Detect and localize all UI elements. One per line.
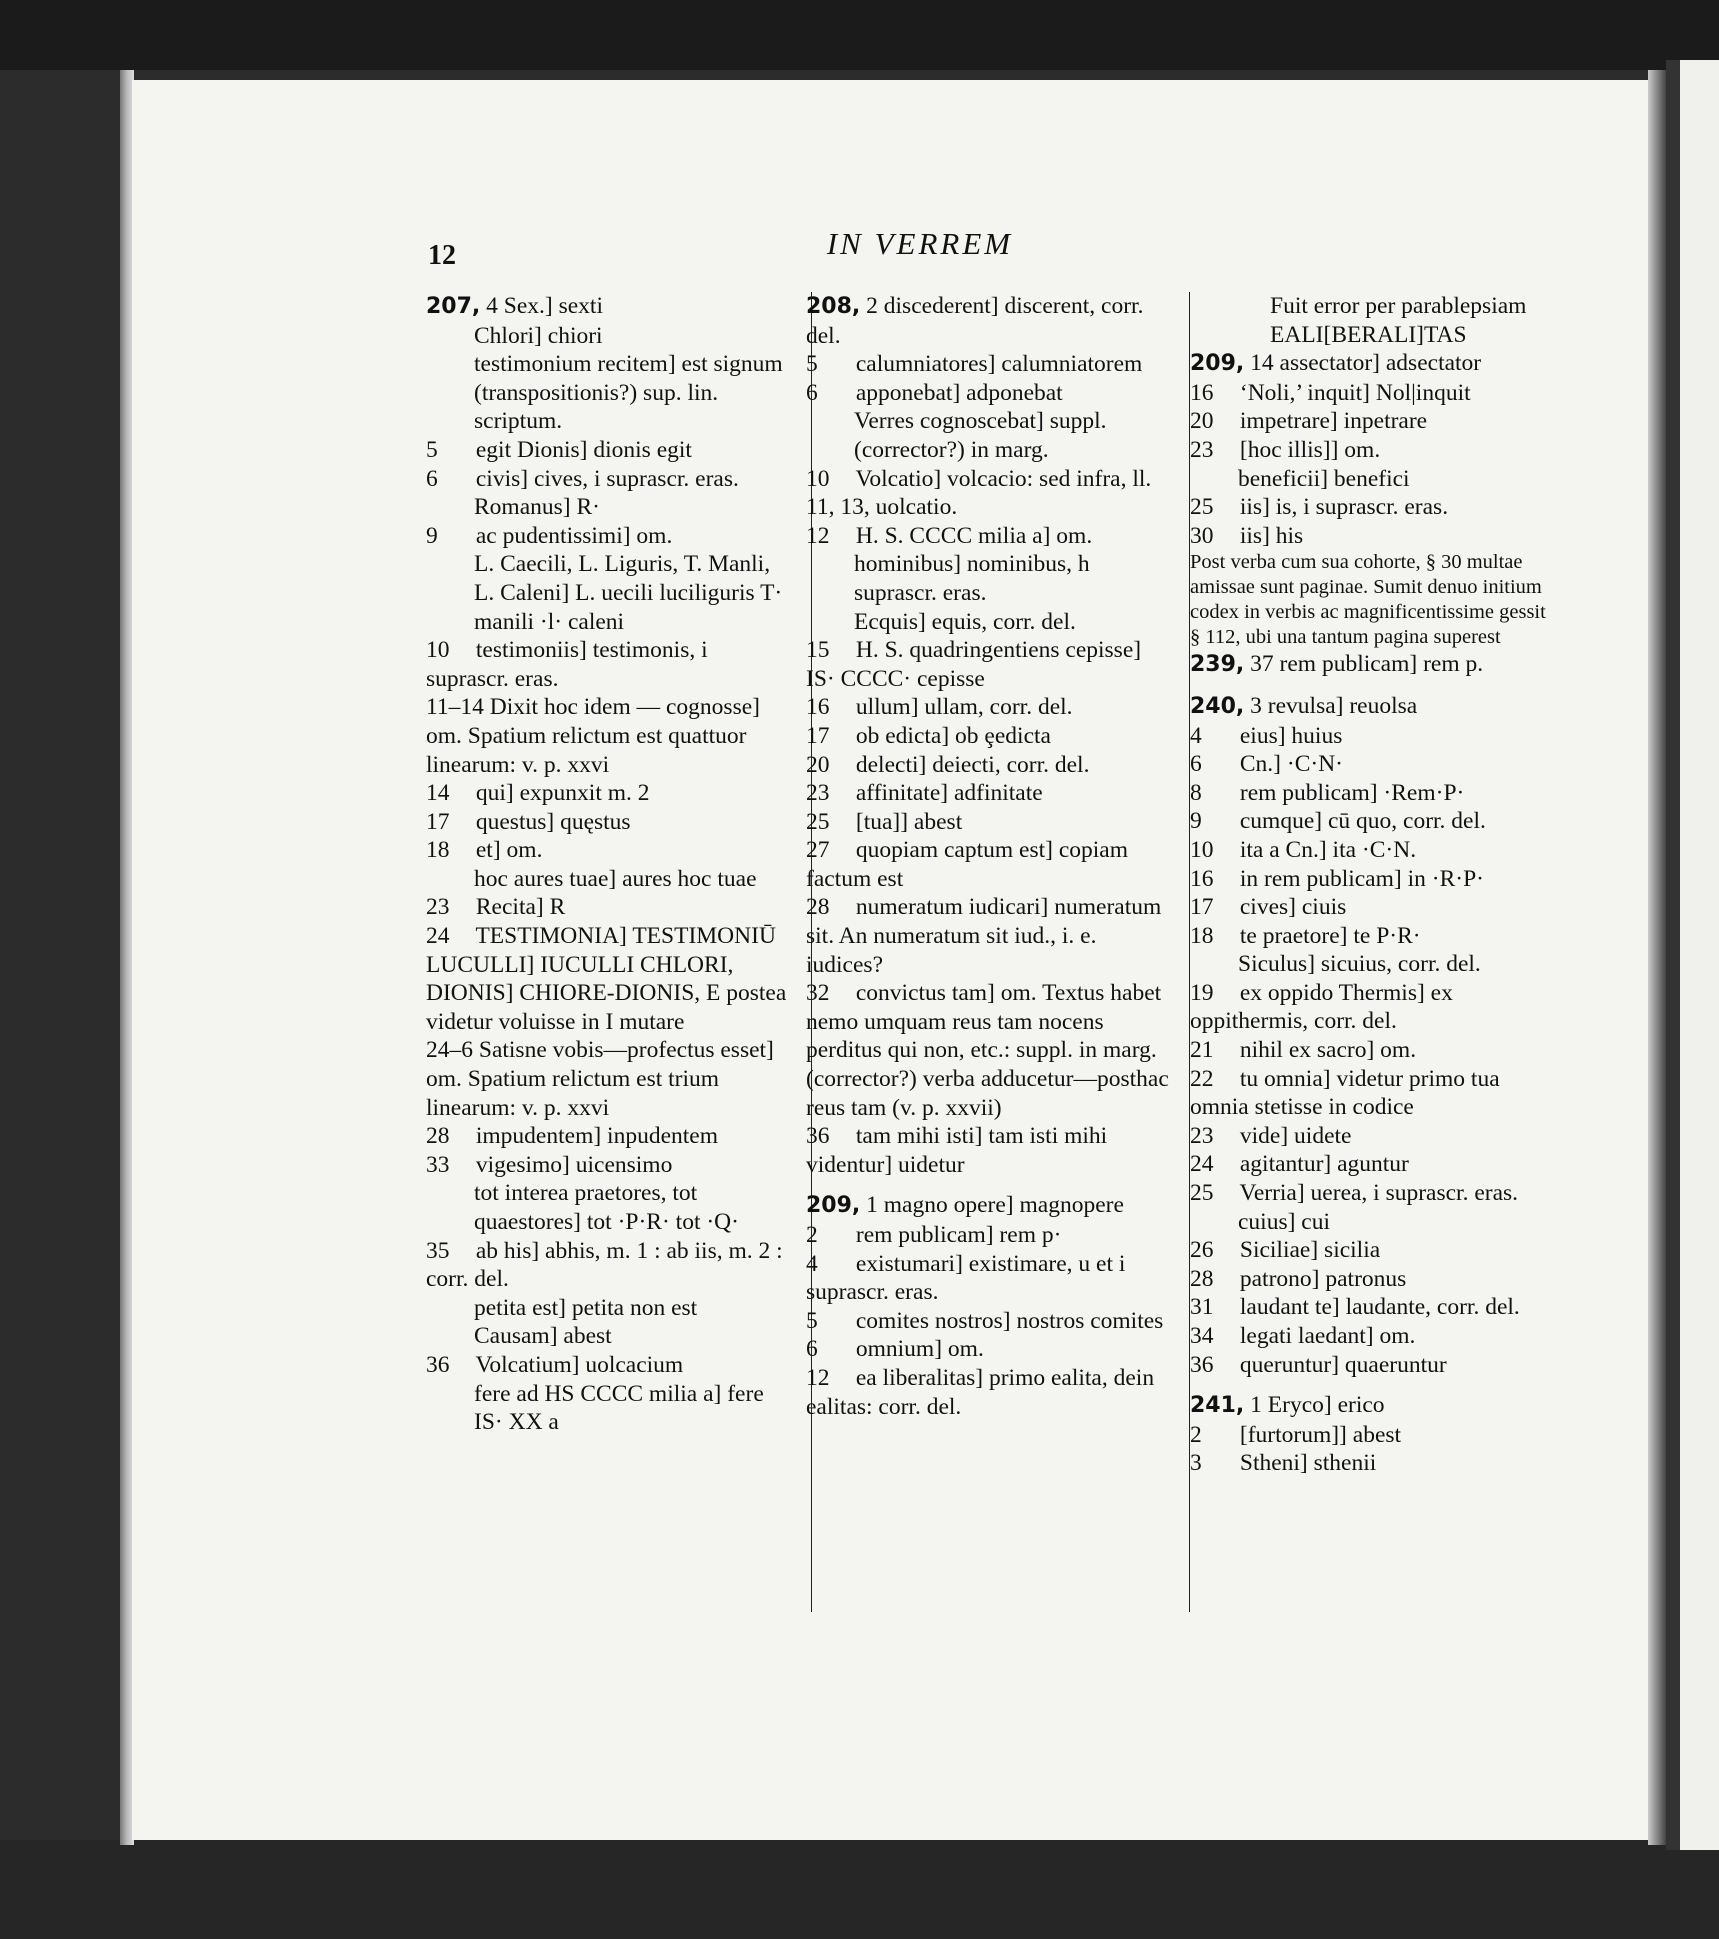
apparatus-note: vigesimo] uicensimo: [475, 1151, 673, 1178]
apparatus-note: Cn.] ·C·N·: [1239, 751, 1343, 778]
apparatus-note: nihil ex sacro] om.: [1239, 1037, 1417, 1064]
apparatus-entry: [806, 1250, 1170, 1307]
apparatus-note: cuius] cui: [1238, 1208, 1331, 1235]
line-number: 6: [1190, 751, 1202, 778]
line-number: 5: [806, 351, 818, 378]
line-number: 22: [1190, 1065, 1214, 1092]
apparatus-entry: [426, 350, 796, 436]
line-number: 17: [1190, 894, 1214, 921]
line-number: 26: [1190, 1237, 1214, 1264]
scan-border-bottom: [0, 1840, 1719, 1939]
line-number: 19: [1190, 979, 1214, 1006]
apparatus-note: legati laedant] om.: [1239, 1323, 1416, 1349]
apparatus-note: [hoc illis]] om.: [1239, 436, 1381, 463]
apparatus-entry: [426, 436, 796, 465]
apparatus-entry: [1190, 407, 1556, 436]
apparatus-entry: [426, 1036, 796, 1122]
line-number: 23: [426, 894, 450, 921]
apparatus-note: discederent] discerent, corr. del.: [806, 293, 1144, 349]
line-number: 5: [806, 1307, 818, 1334]
apparatus-note: [tua]] abest: [855, 808, 963, 835]
section-number: 208,: [806, 294, 861, 319]
line-number: 21: [1190, 1037, 1214, 1064]
line-number: 33: [426, 1151, 450, 1178]
line-number: 24: [1190, 1151, 1214, 1178]
apparatus-entry: [1190, 522, 1556, 551]
apparatus-note: Stheni] sthenii: [1239, 1450, 1377, 1477]
apparatus-entry: [1190, 1391, 1556, 1421]
apparatus-note: iis] his: [1239, 522, 1304, 549]
line-number: 23: [1190, 1122, 1214, 1149]
apparatus-note: ob edicta] ob ȩedicta: [855, 722, 1051, 749]
line-number: 11–14: [426, 694, 484, 721]
apparatus-note: in rem publicam] in ·R·P·: [1239, 865, 1484, 892]
line-number: 10: [426, 637, 450, 664]
line-number: 28: [806, 894, 830, 921]
apparatus-entry: [1190, 1236, 1556, 1265]
apparatus-entry: [1190, 950, 1556, 979]
apparatus-note: Chlori] chiori: [474, 322, 603, 349]
apparatus-note: Satisne vobis—profectus esset] om. Spatium relictum est trium linearum: v. p. xxvi: [426, 1037, 774, 1121]
apparatus-note: Verria] uerea, i suprascr. eras.: [1239, 1180, 1519, 1207]
apparatus-entry: [1190, 1065, 1556, 1122]
apparatus-note: rem publicam] rem p.: [1279, 651, 1484, 678]
apparatus-note: affinitate] adfinitate: [855, 780, 1043, 807]
apparatus-entry: [1190, 779, 1556, 808]
line-number: 36: [1190, 1351, 1214, 1378]
apparatus-entry: [426, 1237, 796, 1294]
apparatus-note: ex oppido Thermis] ex oppithermis, corr. del.: [1190, 979, 1453, 1035]
apparatus-entry: [426, 693, 796, 779]
line-number: 10: [1190, 836, 1214, 863]
line-number: 14: [426, 780, 450, 807]
apparatus-note: hominibus] nominibus, h suprascr. eras.: [854, 551, 1090, 606]
scan-border-top: [0, 0, 1719, 70]
line-number: 23: [806, 780, 830, 807]
apparatus-entry: [426, 922, 796, 1036]
apparatus-entry: [426, 522, 796, 551]
apparatus-note: queruntur] quaeruntur: [1239, 1351, 1447, 1378]
apparatus-entry: [1190, 836, 1556, 865]
apparatus-entry: [426, 893, 796, 922]
apparatus-note: comites nostros] nostros comites: [855, 1307, 1164, 1334]
line-number: 36: [806, 1123, 830, 1150]
section-number: 241,: [1190, 1393, 1245, 1419]
apparatus-entry: [806, 350, 1170, 379]
line-number: 6: [806, 1336, 818, 1363]
apparatus-note: ab his] abhis, m. 1 : ab iis, m. 2 : corr. del.: [426, 1237, 783, 1293]
section-number: 209,: [806, 1193, 861, 1219]
apparatus-note: delecti] deiecti, corr. del.: [855, 751, 1090, 778]
apparatus-note: omnium] om.: [855, 1336, 984, 1363]
line-number: 31: [1190, 1294, 1214, 1321]
line-number: 9: [426, 522, 438, 549]
line-number: 8: [1190, 779, 1202, 806]
apparatus-entry: [1190, 550, 1556, 650]
apparatus-column-1: [426, 292, 796, 1437]
apparatus-note: Post verba cum sua cohorte, § 30 multae amissae sunt paginae. Sumit denuo initium codex in verbis ac magnificentissime gessit § 112, ubi una tantum pagina superest: [1190, 551, 1546, 649]
apparatus-note: laudant te] laudante, corr. del.: [1239, 1294, 1520, 1321]
apparatus-entry: [1190, 1208, 1556, 1237]
apparatus-note: ac pudentissimi] om.: [475, 522, 673, 549]
apparatus-note: rem publicam] ·Rem·P·: [1239, 779, 1465, 806]
apparatus-note: fere ad HS CCCC milia a] fere IS· XX a: [474, 1380, 764, 1436]
apparatus-entry: [426, 865, 796, 894]
apparatus-entry: [1190, 722, 1556, 751]
line-number: 23: [1190, 436, 1214, 463]
apparatus-entry: [1190, 807, 1556, 836]
apparatus-entry: [806, 379, 1170, 408]
apparatus-entry: [426, 1322, 796, 1351]
apparatus-note: ullum] ullam, corr. del.: [855, 694, 1073, 721]
line-number: 24–6: [426, 1037, 473, 1064]
line-number: 25: [806, 808, 830, 835]
apparatus-note: Siciliae] sicilia: [1239, 1237, 1381, 1264]
apparatus-entry: [426, 808, 796, 837]
apparatus-note: Dixit hoc idem — cognosse] om. Spatium relictum est quattuor linearum: v. p. xxvi: [426, 694, 760, 778]
apparatus-entry: [806, 1364, 1170, 1421]
line-number: 25: [1190, 1180, 1214, 1207]
apparatus-note: TESTIMONIA] TESTIMONIŪ LUCULLI] IUCULLI CHLORI, DIONIS] CHIORE-DIONIS, E postea videtur voluisse in I mutare: [426, 923, 787, 1035]
apparatus-entry: [806, 893, 1170, 979]
apparatus-entry: [1190, 865, 1556, 894]
apparatus-entry: [1190, 692, 1556, 722]
apparatus-note: Recita] R: [475, 894, 566, 921]
apparatus-entry: [806, 836, 1170, 893]
apparatus-entry: [1190, 349, 1556, 379]
apparatus-note: L. Caecili, L. Liguris, T. Manli, L. Caleni] L. uecili luciliguris T· manili ·l· caleni: [474, 551, 783, 635]
apparatus-note: Siculus] sicuius, corr. del.: [1238, 951, 1481, 978]
line-number: 37: [1250, 651, 1274, 678]
apparatus-entry: [1190, 1150, 1556, 1179]
line-number: 4: [1190, 722, 1202, 749]
line-number: 16: [806, 694, 830, 721]
apparatus-note: H. S. CCCC milia a] om.: [855, 522, 1093, 549]
apparatus-entry: [426, 779, 796, 808]
apparatus-note: testimonium recitem] est signum (transpositionis?) sup. lin. scriptum.: [474, 351, 783, 435]
apparatus-entry: [426, 1151, 796, 1180]
apparatus-entry: [1190, 292, 1556, 349]
line-number: 4: [486, 293, 498, 319]
line-number: 28: [1190, 1265, 1214, 1292]
apparatus-entry: [806, 292, 1170, 350]
apparatus-entry: [1190, 1421, 1556, 1450]
running-head: IN VERREM: [826, 226, 1014, 261]
apparatus-entry: [426, 322, 796, 351]
line-number: 34: [1190, 1323, 1214, 1349]
apparatus-note: vide] uidete: [1239, 1122, 1352, 1149]
apparatus-entry: [806, 636, 1170, 693]
apparatus-entry: [806, 693, 1170, 722]
apparatus-note: civis] cives, i suprascr. eras.: [475, 465, 739, 492]
apparatus-note: Romanus] R·: [474, 494, 600, 521]
apparatus-note: magno opere] magnopere: [883, 1192, 1124, 1219]
line-number: 2: [1190, 1421, 1202, 1448]
apparatus-entry: [806, 1221, 1170, 1250]
apparatus-entry: [806, 550, 1170, 607]
line-number: 32: [806, 980, 830, 1007]
line-number: 25: [1190, 494, 1214, 521]
apparatus-entry: [426, 493, 796, 522]
apparatus-note: et] om.: [475, 837, 543, 864]
apparatus-note: hoc aures tuae] aures hoc tuae: [474, 865, 757, 892]
line-number: 35: [426, 1237, 450, 1264]
apparatus-entry: [1190, 893, 1556, 922]
apparatus-note: Verres cognoscebat] suppl. (corrector?) in marg.: [854, 408, 1107, 463]
line-number: 6: [426, 465, 438, 492]
apparatus-entry: [806, 751, 1170, 780]
line-number: 6: [806, 379, 818, 406]
apparatus-column-3: [1190, 292, 1556, 1478]
apparatus-note: numeratum iudicari] numeratum sit. An numeratum sit iud., i. e. iudices?: [806, 894, 1162, 978]
line-number: 3: [1250, 692, 1262, 719]
apparatus-column-2: [806, 292, 1170, 1421]
apparatus-entry: [1190, 1265, 1556, 1294]
line-number: 14: [1250, 350, 1274, 377]
apparatus-note: Volcatio] volcacio: sed infra, ll. 11, 13, uolcatio.: [806, 465, 1152, 521]
apparatus-entry: [806, 1307, 1170, 1336]
section-number: 209,: [1190, 351, 1245, 377]
apparatus-entry: [1190, 650, 1556, 680]
line-number: 1: [1250, 1392, 1262, 1419]
apparatus-entry: [1190, 493, 1556, 522]
section-number: 239,: [1190, 652, 1245, 678]
apparatus-entry: [426, 1122, 796, 1151]
apparatus-note: Eryco] erico: [1267, 1392, 1385, 1419]
apparatus-note: Causam] abest: [474, 1323, 612, 1350]
apparatus-note: apponebat] adponebat: [855, 379, 1063, 406]
apparatus-note: cives] ciuis: [1239, 894, 1347, 921]
apparatus-entry: [426, 550, 796, 636]
apparatus-entry: [1190, 750, 1556, 779]
apparatus-note: eius] huius: [1239, 722, 1343, 749]
apparatus-note: agitantur] aguntur: [1239, 1151, 1409, 1178]
apparatus-note: tu omnia] videtur primo tua omnia stetisse in codice: [1190, 1065, 1500, 1121]
apparatus-entry: [1190, 979, 1556, 1036]
line-number: 18: [1190, 922, 1214, 949]
line-number: 3: [1190, 1450, 1202, 1477]
apparatus-entry: [806, 1122, 1170, 1179]
apparatus-note: quopiam captum est] copiam factum est: [806, 837, 1129, 892]
line-number: 20: [1190, 408, 1214, 435]
line-number: 10: [806, 465, 830, 492]
apparatus-note: impetrare] inpetrare: [1239, 408, 1428, 435]
apparatus-note: iis] is, i suprascr. eras.: [1239, 494, 1449, 521]
apparatus-entry: [1190, 1351, 1556, 1380]
apparatus-note: questus] quęstus: [475, 808, 631, 835]
apparatus-entry: [426, 836, 796, 865]
apparatus-entry: [426, 465, 796, 494]
apparatus-note: calumniatores] calumniatorem: [855, 351, 1143, 378]
apparatus-entry: [806, 808, 1170, 837]
line-number: 20: [806, 751, 830, 778]
apparatus-entry: [806, 407, 1170, 464]
line-number: 30: [1190, 522, 1214, 549]
line-number: 2: [866, 293, 878, 319]
line-number: 1: [866, 1192, 878, 1219]
apparatus-note: impudentem] inpudentem: [475, 1123, 719, 1150]
apparatus-entry: [1190, 379, 1556, 408]
apparatus-note: petita est] petita non est: [474, 1294, 698, 1321]
apparatus-entry: [1190, 1449, 1556, 1478]
line-number: 36: [426, 1351, 450, 1378]
apparatus-note: revulsa] reuolsa: [1267, 692, 1418, 719]
apparatus-entry: [806, 722, 1170, 751]
line-number: 2: [806, 1222, 818, 1248]
apparatus-note: tot interea praetores, tot quaestores] tot ·P·R· tot ·Q·: [474, 1180, 739, 1235]
apparatus-entry: [1190, 1293, 1556, 1322]
page-number: 12: [428, 240, 456, 271]
apparatus-entry: [806, 608, 1170, 637]
apparatus-entry: [1190, 922, 1556, 951]
gutter-shadow: [1666, 60, 1680, 1850]
apparatus-note: ea liberalitas] primo ealita, dein ealitas: corr. del.: [806, 1364, 1155, 1420]
apparatus-entry: [426, 1294, 796, 1323]
line-number: 9: [1190, 808, 1202, 835]
apparatus-entry: [426, 1351, 796, 1380]
apparatus-note: cumque] cū quo, corr. del.: [1239, 808, 1486, 835]
apparatus-note: H. S. quadringentiens cepisse] IS· CCCC· cepisse: [806, 637, 1142, 692]
apparatus-note: ita a Cn.] ita ·C·N.: [1239, 836, 1417, 863]
apparatus-entry: [806, 522, 1170, 551]
section-number: 240,: [1190, 693, 1245, 719]
line-number: 16: [1190, 865, 1214, 892]
apparatus-entry: [426, 636, 796, 693]
apparatus-entry: [1190, 1122, 1556, 1151]
page-edge-right: [1648, 70, 1666, 1845]
apparatus-entry: [806, 1191, 1170, 1221]
line-number: 18: [426, 837, 450, 864]
apparatus-note: Volcatium] uolcacium: [475, 1351, 684, 1378]
line-number: 24: [426, 923, 450, 950]
line-number: 28: [426, 1123, 450, 1150]
apparatus-note: [furtorum]] abest: [1239, 1421, 1402, 1448]
apparatus-note: tam mihi isti] tam isti mihi videntur] uidetur: [806, 1123, 1108, 1178]
apparatus-note: convictus tam] om. Textus habet nemo umquam reus tam nocens perditus qui non, etc.: suppl. in marg. (corrector?) verba adducetur—posthac reus tam (v. p. xxvii): [806, 980, 1169, 1121]
apparatus-entry: [1190, 1036, 1556, 1065]
apparatus-entry: [426, 292, 796, 322]
line-number: 15: [806, 637, 830, 664]
apparatus-entry: [426, 1380, 796, 1437]
apparatus-entry: [806, 465, 1170, 522]
apparatus-entry: [1190, 436, 1556, 465]
apparatus-note: rem publicam] rem p·: [855, 1222, 1062, 1248]
apparatus-note: Sex.] sexti: [503, 293, 603, 319]
line-number: 5: [426, 436, 438, 463]
line-number: 4: [806, 1250, 818, 1277]
apparatus-note: beneficii] benefici: [1238, 465, 1410, 492]
apparatus-note: assectator] adsectator: [1279, 350, 1482, 377]
apparatus-note: Ecquis] equis, corr. del.: [854, 608, 1076, 635]
apparatus-entry: [806, 779, 1170, 808]
apparatus-entry: [426, 1179, 796, 1236]
line-number: 12: [806, 522, 830, 549]
apparatus-entry: [806, 1335, 1170, 1364]
apparatus-note: ‘Noli,’ inquit] Nol|inquit: [1239, 379, 1471, 406]
apparatus-note: testimoniis] testimonis, i suprascr. eras.: [426, 637, 708, 692]
apparatus-entry: [1190, 1179, 1556, 1208]
apparatus-entry: [806, 979, 1170, 1122]
line-number: 16: [1190, 379, 1214, 406]
line-number: 12: [806, 1364, 830, 1391]
apparatus-note: qui] expunxit m. 2: [475, 780, 650, 807]
line-number: 17: [806, 722, 830, 749]
apparatus-note: patrono] patronus: [1239, 1265, 1407, 1292]
apparatus-entry: [1190, 465, 1556, 494]
line-number: 17: [426, 808, 450, 835]
apparatus-note: Fuit error per parablepsiam EALI[BERALI]TAS: [1270, 293, 1527, 348]
apparatus-entry: [1190, 1322, 1556, 1351]
line-number: 27: [806, 837, 830, 864]
apparatus-note: egit Dionis] dionis egit: [475, 436, 692, 463]
apparatus-note: te praetore] te P·R·: [1239, 922, 1421, 949]
section-number: 207,: [426, 294, 481, 319]
apparatus-note: existumari] existimare, u et i suprascr. eras.: [806, 1250, 1126, 1306]
